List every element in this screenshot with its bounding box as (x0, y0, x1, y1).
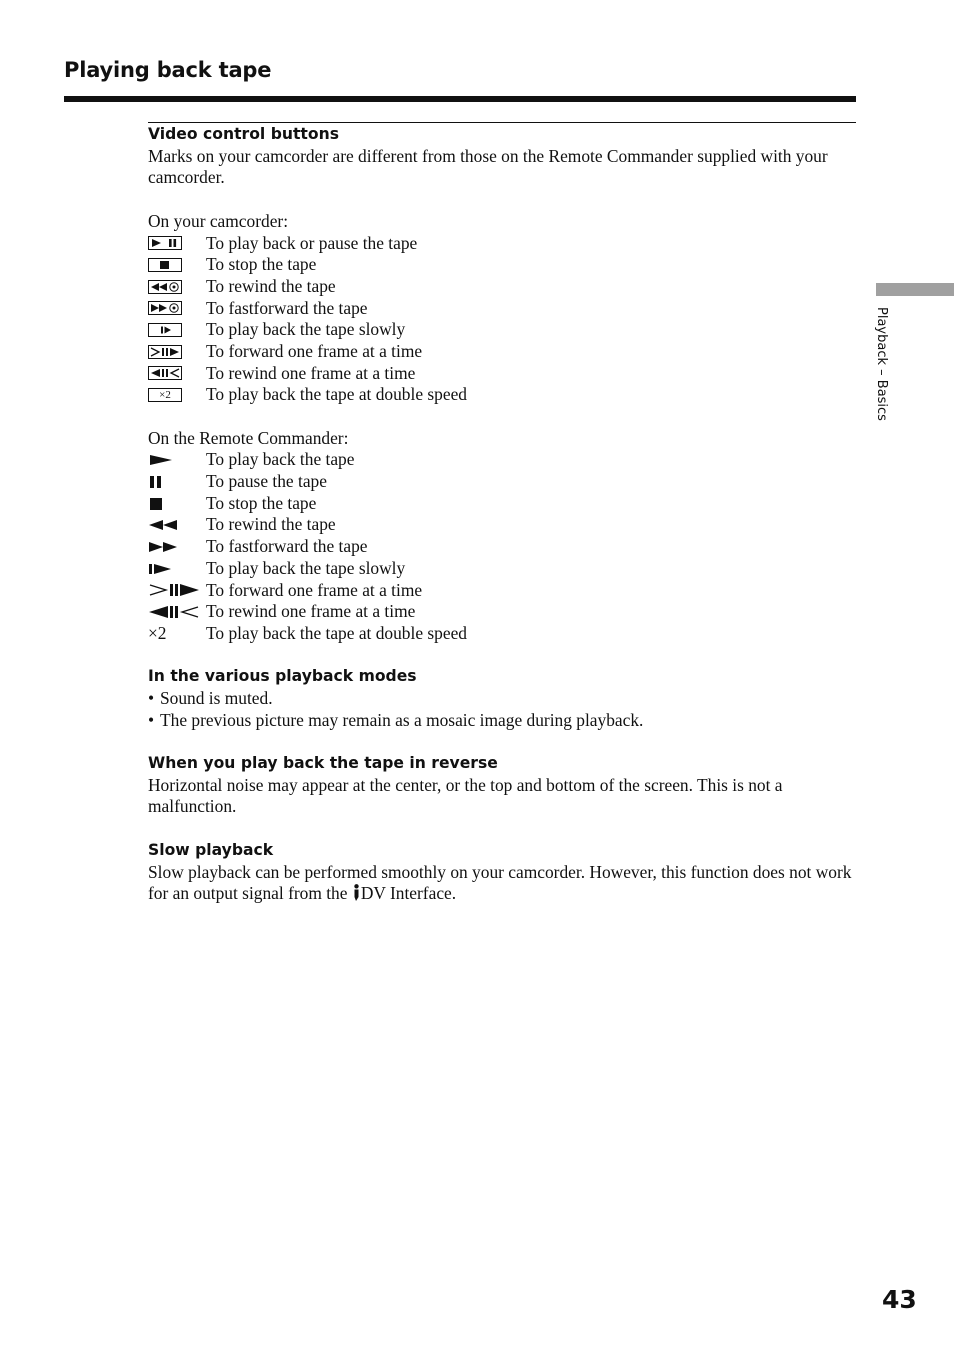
double-speed-label: ×2 (148, 388, 182, 402)
reverse-text: Horizontal noise may appear at the center, or the top and bottom of the screen. This is not a malfunction. (148, 774, 783, 817)
list-item (148, 623, 856, 645)
item-text: To forward one frame at a time (206, 579, 423, 600)
page-title: Playing back tape (64, 58, 272, 82)
bullet-text: Sound is muted. (160, 687, 273, 708)
item-text: To stop the tape (206, 254, 317, 275)
fastforward-icon (148, 536, 206, 558)
item-text: To rewind the tape (206, 275, 336, 296)
frame-forward-icon (148, 341, 206, 363)
playback-modes-heading: In the various playback modes (148, 667, 417, 686)
list-item (148, 341, 856, 363)
fastforward-icon (148, 298, 206, 320)
remote-label: On the Remote Commander: (148, 427, 349, 448)
list-item (148, 449, 856, 471)
main-content (148, 124, 856, 905)
video-control-intro: Marks on your camcorder are different from those on the Remote Commander supplied with your camcorder. (148, 145, 828, 188)
slow-play-icon (148, 558, 206, 580)
list-item (148, 536, 856, 558)
list-item (148, 710, 856, 732)
side-tab-label: Playback – Basics (874, 307, 889, 421)
section-rule (148, 122, 856, 123)
list-item (148, 471, 856, 493)
item-text: To fastforward the tape (206, 297, 368, 318)
double-speed-icon (148, 623, 206, 645)
title-rule (64, 96, 856, 102)
list-item (148, 363, 856, 385)
stop-icon (148, 254, 206, 276)
item-text: To rewind one frame at a time (206, 601, 416, 622)
item-text: To rewind the tape (206, 514, 336, 535)
slow-playback-text-before: Slow playback can be performed smoothly on your camcorder. However, this function does not work for an output signal from the (148, 861, 852, 904)
stop-icon (148, 493, 206, 515)
rewind-icon (148, 276, 206, 298)
list-item (148, 233, 856, 255)
item-text: To play back the tape slowly (206, 557, 406, 578)
item-text: To forward one frame at a time (206, 340, 423, 361)
item-text: To play back the tape slowly (206, 319, 406, 340)
side-tab-marker (876, 283, 954, 296)
item-text: To play back or pause the tape (206, 232, 418, 253)
list-item (148, 688, 856, 710)
double-speed-icon (148, 384, 206, 406)
item-text: To play back the tape (206, 449, 355, 470)
list-item (148, 580, 856, 602)
slow-playback-text-after: DV Interface. (360, 883, 457, 904)
item-text: To rewind one frame at a time (206, 362, 416, 383)
dv-interface-icon (352, 884, 361, 901)
play-icon (148, 449, 206, 471)
item-text: To play back the tape at double speed (206, 384, 467, 405)
slow-playback-text (148, 862, 856, 905)
bullet-text: The previous picture may remain as a mosaic image during playback. (160, 709, 644, 730)
list-item (148, 298, 856, 320)
bullet-icon: • (148, 709, 155, 730)
list-item (148, 276, 856, 298)
pause-icon (148, 471, 206, 493)
camcorder-label: On your camcorder: (148, 210, 289, 231)
item-text: To pause the tape (206, 471, 327, 492)
play-pause-icon (148, 233, 206, 255)
page-number: 43 (882, 1285, 917, 1314)
frame-rewind-icon (148, 601, 206, 623)
list-item (148, 601, 856, 623)
list-item (148, 514, 856, 536)
slow-playback-heading: Slow playback (148, 840, 274, 859)
list-item (148, 319, 856, 341)
bullet-icon: • (148, 687, 155, 708)
list-item (148, 558, 856, 580)
frame-rewind-icon (148, 363, 206, 385)
item-text: To play back the tape at double speed (206, 622, 467, 643)
list-item (148, 493, 856, 515)
list-item (148, 384, 856, 406)
list-item (148, 254, 856, 276)
slow-play-icon (148, 319, 206, 341)
item-text: To fastforward the tape (206, 536, 368, 557)
rewind-icon (148, 514, 206, 536)
double-speed-label: ×2 (148, 622, 167, 643)
video-control-heading: Video control buttons (148, 125, 339, 143)
reverse-heading: When you play back the tape in reverse (148, 754, 498, 773)
item-text: To stop the tape (206, 492, 317, 513)
frame-forward-icon (148, 580, 206, 602)
